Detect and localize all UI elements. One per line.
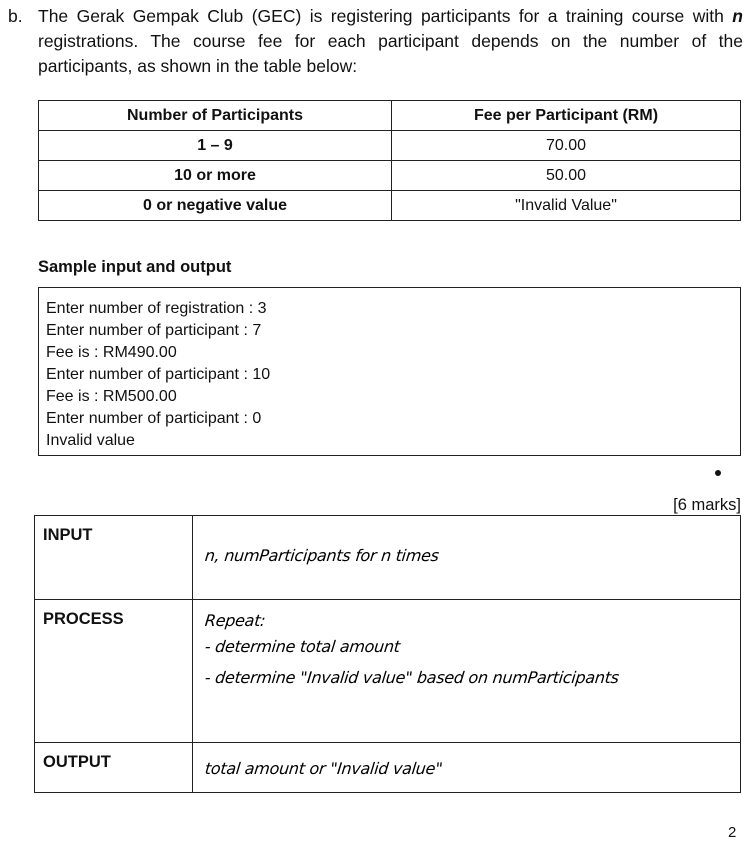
process-answer-line: - determine total amount	[204, 637, 401, 656]
question-text-before: The Gerak Gempak Club (GEC) is registering participants for a training course with	[38, 6, 733, 26]
page-number: 2	[728, 824, 737, 841]
fee-cell-participants: 10 or more	[39, 161, 392, 191]
process-answer-line: - determine "Invalid value" based on numParticipants	[204, 668, 620, 687]
sample-box	[38, 287, 741, 456]
ipo-table	[34, 515, 741, 793]
process-answer-line: Repeat:	[204, 611, 267, 630]
marks-label: [6 marks]	[673, 496, 741, 514]
fee-cell-participants: 1 – 9	[39, 131, 392, 161]
output-answer-cell[interactable]	[193, 743, 741, 793]
ipo-row-output	[35, 743, 741, 793]
output-answer: total amount or "Invalid value"	[204, 759, 444, 778]
ipo-row-process	[35, 600, 741, 743]
fee-cell-fee: 70.00	[392, 131, 741, 161]
sample-title: Sample input and output	[38, 258, 232, 276]
input-answer: n, numParticipants for n times	[204, 546, 440, 565]
sample-line: Fee is : RM490.00	[46, 344, 177, 361]
fee-header-fee: Fee per Participant (RM)	[392, 101, 741, 131]
question-variable: n	[732, 6, 743, 26]
fee-header-participants: Number of Participants	[39, 101, 392, 131]
process-answer-cell[interactable]	[193, 600, 741, 743]
question-label: b.	[8, 6, 23, 26]
fee-cell-fee: "Invalid Value"	[392, 191, 741, 221]
sample-line: Enter number of participant : 10	[46, 366, 271, 383]
sample-line: Invalid value	[46, 432, 135, 449]
sample-line: Enter number of registration : 3	[46, 300, 267, 317]
question-text-after: registrations. The course fee for each participant depends on the number of the participants, as shown in the table below:	[38, 31, 743, 76]
table-row	[39, 161, 741, 191]
sample-line: Enter number of participant : 0	[46, 410, 262, 427]
question-text	[38, 4, 743, 79]
question	[8, 4, 743, 79]
sample-line: Fee is : RM500.00	[46, 388, 177, 405]
fee-table-header-row	[39, 101, 741, 131]
bullet-dot	[715, 470, 721, 476]
input-label: INPUT	[35, 516, 193, 600]
ipo-row-input	[35, 516, 741, 600]
output-label: OUTPUT	[35, 743, 193, 793]
input-answer-cell[interactable]	[193, 516, 741, 600]
table-row	[39, 191, 741, 221]
process-label: PROCESS	[35, 600, 193, 743]
table-row	[39, 131, 741, 161]
fee-cell-participants: 0 or negative value	[39, 191, 392, 221]
sample-line: Enter number of participant : 7	[46, 322, 262, 339]
fee-cell-fee: 50.00	[392, 161, 741, 191]
fee-table	[38, 100, 741, 221]
